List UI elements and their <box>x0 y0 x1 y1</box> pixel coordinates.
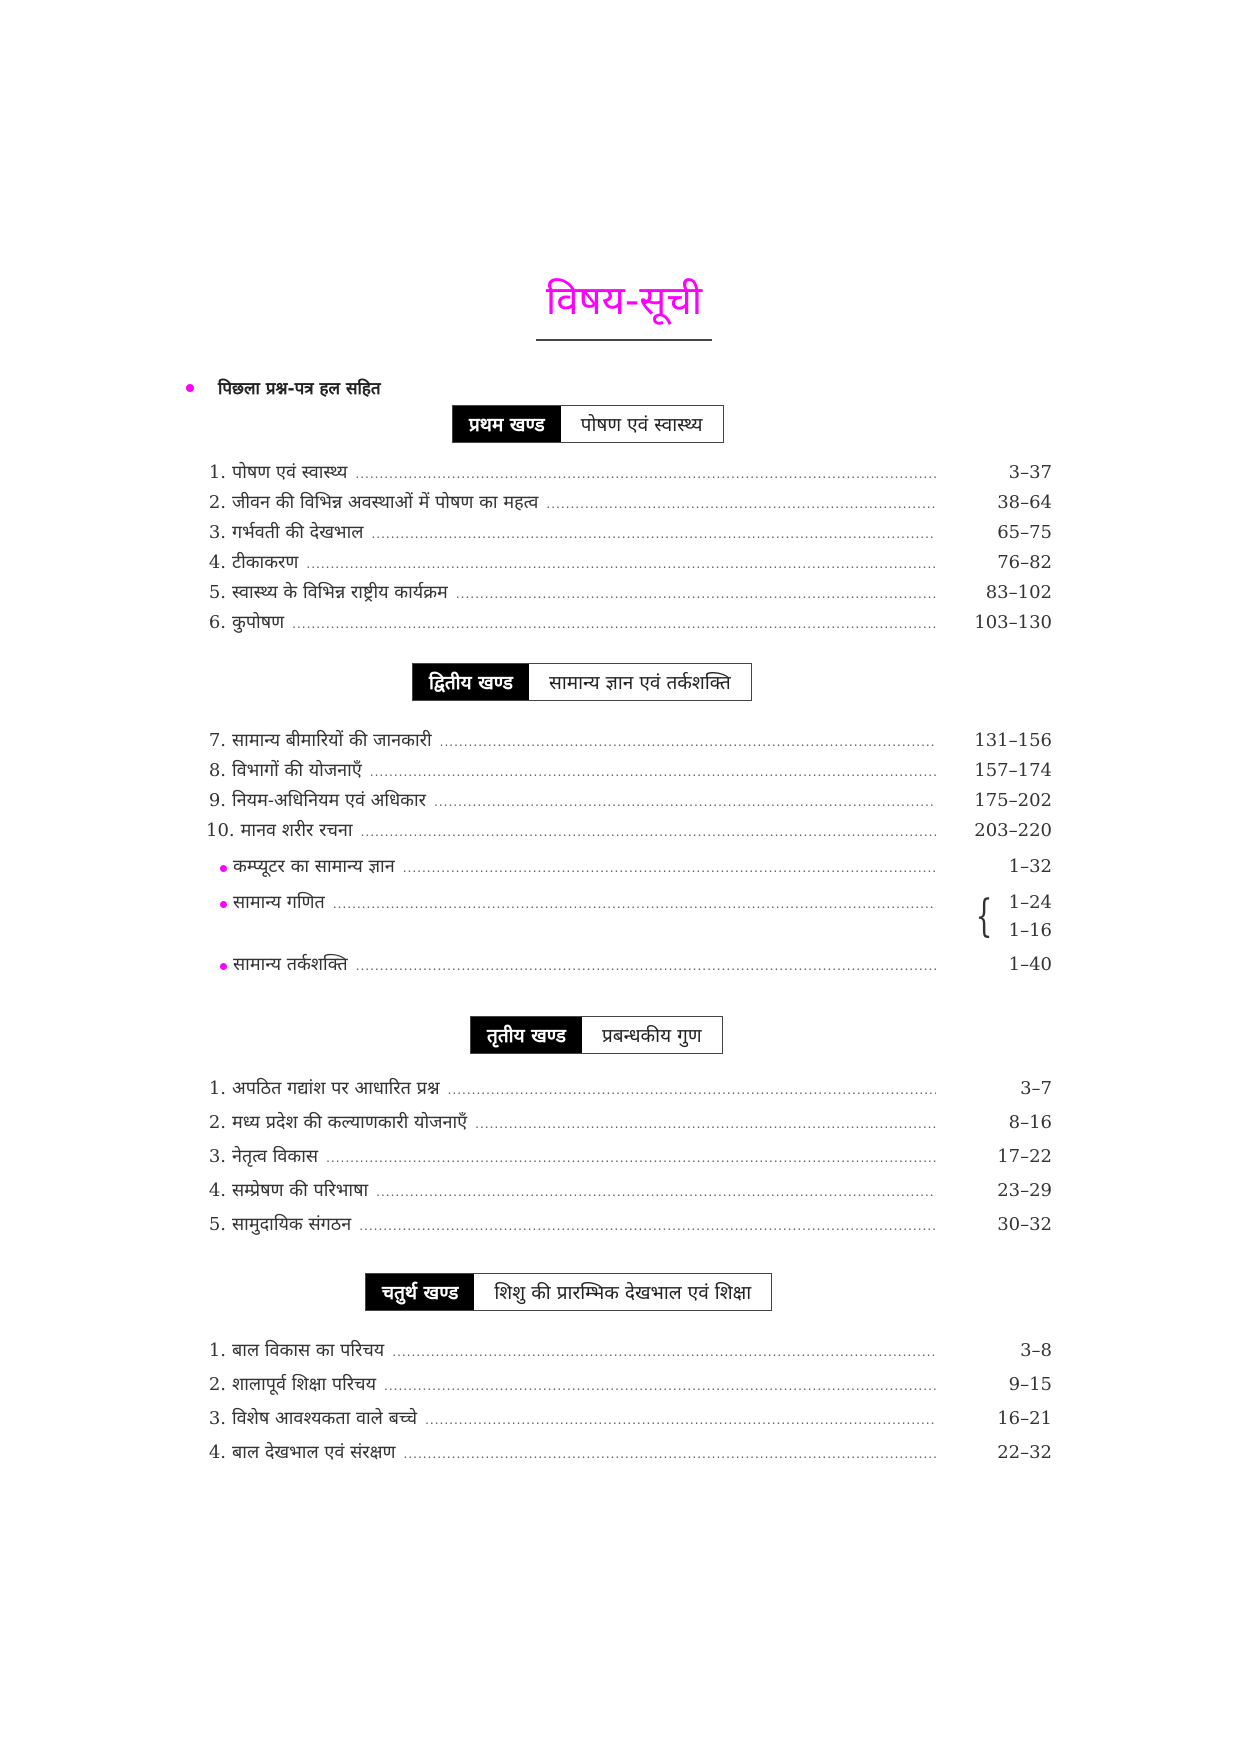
section-label: चतुर्थ खण्ड <box>366 1274 474 1310</box>
dot-leader <box>546 489 936 519</box>
item-title: गर्भवती की देखभाल <box>232 522 364 543</box>
toc-item[interactable] <box>206 608 1052 638</box>
page-range: 3–8 <box>1020 1340 1052 1361</box>
item-title: अपठित गद्यांश पर आधारित प्रश्न <box>232 1078 440 1099</box>
toc-item[interactable] <box>206 726 1052 756</box>
item-number: 1. <box>208 1078 226 1099</box>
toc-list-section-4 <box>206 1336 1052 1472</box>
toc-list-section-2 <box>206 726 1052 980</box>
page-range: 16–21 <box>997 1408 1052 1429</box>
dot-leader <box>440 727 936 757</box>
toc-list-section-1 <box>206 458 1052 638</box>
page-range: 22–32 <box>997 1442 1052 1463</box>
page-range: 65–75 <box>997 522 1052 543</box>
item-number: 7. <box>208 730 226 751</box>
dot-leader <box>434 787 936 817</box>
dot-leader <box>448 1075 936 1105</box>
item-number: 5. <box>208 1214 226 1235</box>
item-number: 2. <box>208 1112 226 1133</box>
item-title: शालापूर्व शिक्षा परिचय <box>232 1374 377 1395</box>
page-range: 38–64 <box>997 492 1052 513</box>
page-range: 3–7 <box>1020 1078 1052 1099</box>
section-name: शिशु की प्रारम्भिक देखभाल एवं शिक्षा <box>474 1274 771 1310</box>
section-name: प्रबन्धकीय गुण <box>582 1017 722 1053</box>
dot-leader <box>403 853 936 883</box>
dot-leader <box>456 579 936 609</box>
toc-item[interactable] <box>206 816 1052 846</box>
page-range: 203–220 <box>974 820 1052 841</box>
item-title: बाल देखभाल एवं संरक्षण <box>232 1442 396 1463</box>
page-range: 8–16 <box>1008 1112 1052 1133</box>
page-range: 3–37 <box>1008 462 1052 483</box>
page-range: 131–156 <box>974 730 1052 751</box>
page-range: 1–32 <box>1008 856 1052 877</box>
item-number: 10. <box>206 820 235 841</box>
toc-item[interactable] <box>206 1142 1052 1176</box>
page-range: 157–174 <box>974 760 1052 781</box>
item-title: कुपोषण <box>232 612 285 633</box>
item-number: 5. <box>208 582 226 603</box>
item-number: 2. <box>208 492 226 513</box>
item-title: पोषण एवं स्वास्थ्य <box>232 462 348 483</box>
page-range: 1–24 <box>1008 892 1052 913</box>
section-name: सामान्य ज्ञान एवं तर्कशक्ति <box>529 664 751 700</box>
item-number: 4. <box>208 552 226 573</box>
page-range: 175–202 <box>974 790 1052 811</box>
item-title: विभागों की योजनाएँ <box>232 760 362 781</box>
page-range: 1–16 <box>1008 920 1052 941</box>
dot-leader <box>384 1371 936 1401</box>
toc-item[interactable] <box>206 458 1052 488</box>
toc-item[interactable] <box>206 1210 1052 1244</box>
item-title: बाल विकास का परिचय <box>232 1340 385 1361</box>
item-title: मानव शरीर रचना <box>240 820 353 841</box>
dot-leader <box>392 1337 936 1367</box>
dot-leader <box>306 549 936 579</box>
toc-bullet-item[interactable] <box>206 950 1052 980</box>
bullet-icon <box>220 963 227 970</box>
toc-bullet-item[interactable] <box>206 888 1052 946</box>
section-header-3 <box>470 1016 723 1054</box>
dot-leader <box>425 1405 936 1435</box>
toc-item[interactable] <box>206 518 1052 548</box>
dot-leader <box>355 459 936 489</box>
dot-leader <box>376 1177 936 1207</box>
item-number: 8. <box>208 760 226 781</box>
toc-item[interactable] <box>206 548 1052 578</box>
item-title: सामान्य बीमारियों की जानकारी <box>232 730 432 751</box>
item-number: 2. <box>208 1374 226 1395</box>
dot-leader <box>359 1211 936 1241</box>
toc-item[interactable] <box>206 1370 1052 1404</box>
section-header-4 <box>365 1273 772 1311</box>
item-title: नियम-अधिनियम एवं अधिकार <box>232 790 427 811</box>
item-title: नेतृत्व विकास <box>232 1146 319 1167</box>
toc-item[interactable] <box>206 1404 1052 1438</box>
bullet-icon <box>186 384 194 392</box>
brace-icon: { <box>975 891 993 942</box>
dot-leader <box>356 951 936 981</box>
dot-leader <box>326 1143 936 1173</box>
toc-bullet-item[interactable] <box>206 852 1052 882</box>
toc-item[interactable] <box>206 756 1052 786</box>
page-title: विषय-सूची <box>536 275 712 341</box>
toc-item[interactable] <box>206 1108 1052 1142</box>
item-number: 1. <box>208 462 226 483</box>
section-header-2 <box>412 663 752 701</box>
dot-leader <box>292 609 936 639</box>
item-number: 6. <box>208 612 226 633</box>
page-range: 103–130 <box>974 612 1052 633</box>
item-number: 9. <box>208 790 226 811</box>
toc-item[interactable] <box>206 488 1052 518</box>
item-number: 1. <box>208 1340 226 1361</box>
section-label: द्वितीय खण्ड <box>413 664 529 700</box>
toc-list-section-3 <box>206 1074 1052 1244</box>
item-number: 3. <box>208 1146 226 1167</box>
page-range: 17–22 <box>997 1146 1052 1167</box>
item-title: सामान्य गणित <box>233 892 325 913</box>
dot-leader <box>404 1439 936 1469</box>
page-range: 9–15 <box>1008 1374 1052 1395</box>
item-title: कम्प्यूटर का सामान्य ज्ञान <box>233 856 395 877</box>
toc-item[interactable] <box>206 1176 1052 1210</box>
toc-item[interactable] <box>206 1336 1052 1370</box>
section-label: प्रथम खण्ड <box>453 406 561 442</box>
solved-paper-note <box>186 376 381 399</box>
toc-item[interactable] <box>206 1074 1052 1108</box>
page-range: 23–29 <box>997 1180 1052 1201</box>
page-range: 30–32 <box>997 1214 1052 1235</box>
item-number: 3. <box>208 1408 226 1429</box>
toc-item[interactable] <box>206 1438 1052 1472</box>
item-title: सामान्य तर्कशक्ति <box>233 954 348 975</box>
item-title: सम्प्रेषण की परिभाषा <box>232 1180 369 1201</box>
item-number: 3. <box>208 522 226 543</box>
section-label: तृतीय खण्ड <box>471 1017 582 1053</box>
note-text: पिछला प्रश्न-पत्र हल सहित <box>218 379 381 399</box>
item-title: सामुदायिक संगठन <box>232 1214 352 1235</box>
item-number: 4. <box>208 1442 226 1463</box>
toc-item[interactable] <box>206 786 1052 816</box>
bullet-icon <box>220 865 227 872</box>
item-title: टीकाकरण <box>232 552 299 573</box>
item-number: 4. <box>208 1180 226 1201</box>
title-wrap <box>0 275 1240 341</box>
toc-item[interactable] <box>206 578 1052 608</box>
section-name: पोषण एवं स्वास्थ्य <box>561 406 723 442</box>
dot-leader <box>370 757 936 787</box>
dot-leader <box>333 889 936 919</box>
page-range: 1–40 <box>1008 954 1052 975</box>
dot-leader <box>371 519 936 549</box>
item-title: मध्य प्रदेश की कल्याणकारी योजनाएँ <box>232 1112 468 1133</box>
item-title: विशेष आवश्यकता वाले बच्चे <box>232 1408 418 1429</box>
item-title: जीवन की विभिन्न अवस्थाओं में पोषण का महत्व <box>232 492 539 513</box>
item-title: स्वास्थ्य के विभिन्न राष्ट्रीय कार्यक्रम <box>232 582 448 603</box>
page-range: 83–102 <box>985 582 1052 603</box>
bullet-icon <box>220 901 227 908</box>
section-header-1 <box>452 405 724 443</box>
dot-leader <box>475 1109 936 1139</box>
page-range: 76–82 <box>997 552 1052 573</box>
page-range-group <box>942 889 1052 945</box>
dot-leader <box>361 817 936 847</box>
